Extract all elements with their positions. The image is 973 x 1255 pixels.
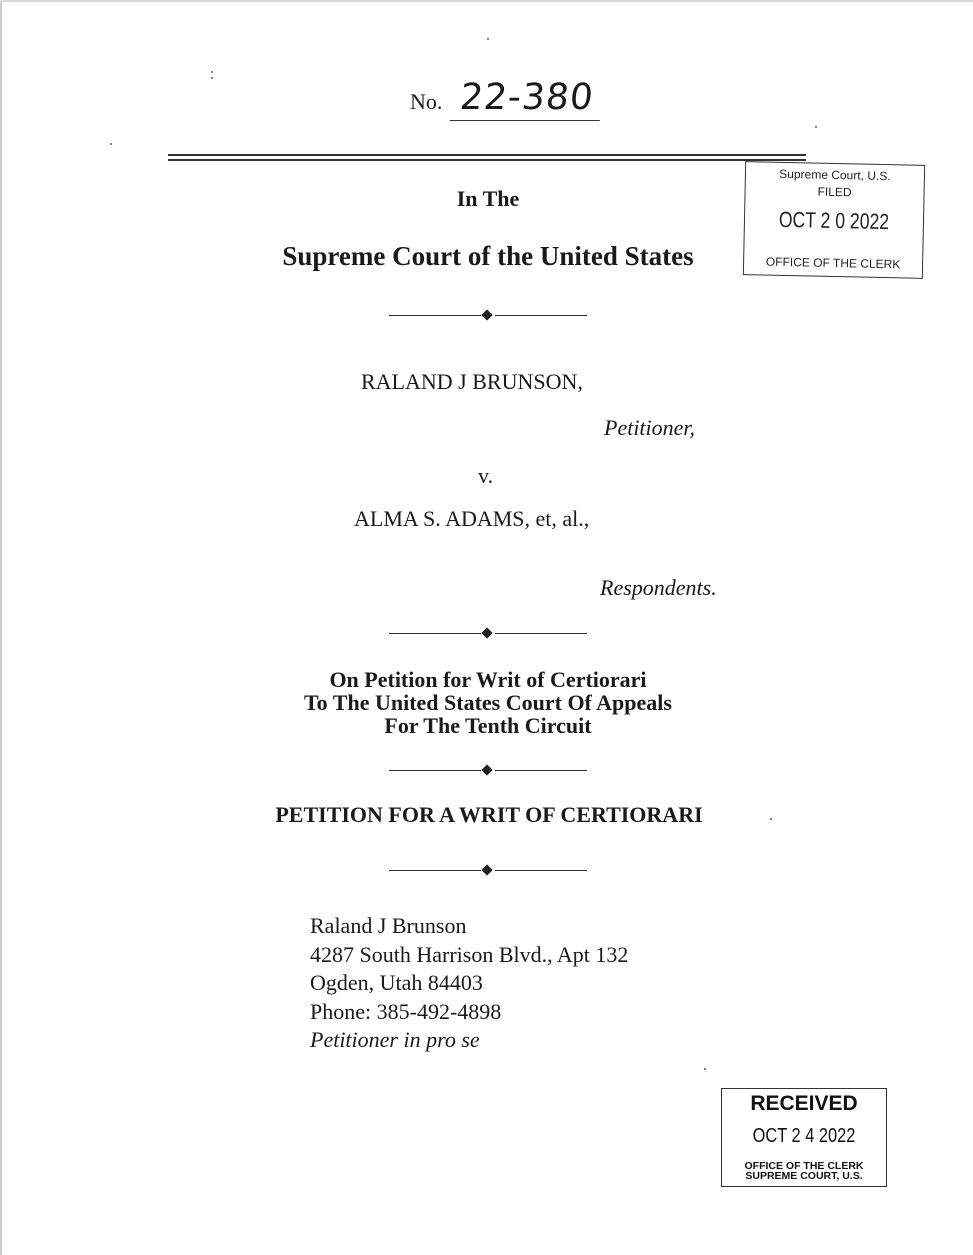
page-edge-left bbox=[0, 0, 2, 1255]
received-stamp-date: OCT 2 4 2022 bbox=[752, 1125, 856, 1147]
scan-speck bbox=[770, 818, 772, 820]
diamond-icon bbox=[481, 864, 492, 875]
page-edge-top bbox=[0, 0, 973, 2]
scan-speck bbox=[211, 71, 213, 73]
on-petition-line: To The United States Court Of Appeals bbox=[304, 690, 672, 715]
header-rule-top bbox=[168, 154, 806, 156]
petitioner-role: Petitioner, bbox=[604, 415, 696, 440]
diamond-icon bbox=[481, 627, 492, 638]
divider-diamond bbox=[389, 864, 587, 878]
contact-block bbox=[310, 912, 628, 1055]
contact-address: 4287 South Harrison Blvd., Apt 132 bbox=[310, 941, 629, 967]
contact-city: Ogden, Utah 84403 bbox=[310, 970, 483, 995]
contact-name: Raland J Brunson bbox=[310, 913, 467, 938]
received-stamp-office bbox=[722, 1161, 886, 1181]
received-stamp-office-line2: SUPREME COURT, U.S. bbox=[745, 1170, 863, 1182]
diamond-icon bbox=[481, 309, 492, 320]
on-petition-line: On Petition for Writ of Certiorari bbox=[329, 667, 647, 692]
court-name: Supreme Court of the United States bbox=[282, 241, 694, 271]
filed-stamp-court: Supreme Court, U.S. bbox=[779, 166, 891, 184]
versus: v. bbox=[478, 463, 494, 488]
filed-stamp-office: OFFICE OF THE CLERK bbox=[765, 254, 901, 272]
scan-speck bbox=[211, 77, 213, 79]
scan-speck bbox=[815, 126, 817, 128]
received-stamp-office-line1: OFFICE OF THE CLERK bbox=[744, 1160, 864, 1172]
header-rule-bottom bbox=[168, 159, 806, 161]
filed-stamp bbox=[743, 161, 925, 279]
divider-diamond bbox=[389, 764, 587, 778]
filed-stamp-date: OCT 2 0 2022 bbox=[778, 206, 890, 235]
scan-speck bbox=[487, 38, 489, 40]
received-stamp bbox=[721, 1088, 887, 1187]
divider-diamond bbox=[389, 627, 587, 641]
respondent-name: ALMA S. ADAMS, et, al., bbox=[354, 506, 590, 531]
docket-number bbox=[410, 78, 601, 121]
received-stamp-label: RECEIVED bbox=[750, 1092, 858, 1115]
docket-handwritten-number: 22-380 bbox=[450, 78, 604, 121]
filed-stamp-label: FILED bbox=[817, 184, 852, 200]
divider-diamond bbox=[389, 309, 587, 323]
diamond-icon bbox=[481, 764, 492, 775]
contact-role: Petitioner in pro se bbox=[310, 1027, 480, 1052]
docket-prefix: No. bbox=[410, 89, 443, 114]
petitioner-name: RALAND J BRUNSON, bbox=[361, 369, 583, 394]
court-intro: In The bbox=[456, 186, 520, 211]
on-petition-line: For The Tenth Circuit bbox=[384, 713, 592, 738]
on-petition-block bbox=[304, 668, 672, 737]
document-title: PETITION FOR A WRIT OF CERTIORARI bbox=[275, 802, 703, 827]
scan-speck bbox=[704, 1068, 706, 1070]
respondent-role: Respondents. bbox=[600, 575, 717, 600]
scan-speck bbox=[110, 143, 112, 145]
contact-phone: Phone: 385-492-4898 bbox=[310, 998, 502, 1024]
